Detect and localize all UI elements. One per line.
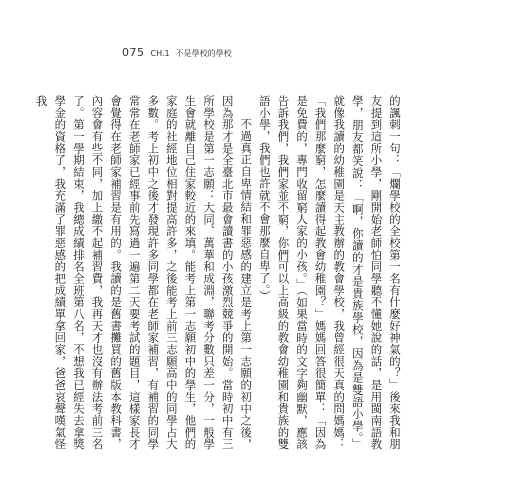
chapter-title: 不是學校的學校	[175, 49, 232, 58]
paragraph: 的諷刺一句：「爛學校的全校第一名有什麼好神氣的？」後來我和朋友提到這所小學，剛開始老師怕同學聽不懂她說的話，是用閩南語教學，朋友都笑說：「啊，你讀的才是貴族學校，因為是雙語小學。」就像我讀的幼稚園是天主教辦的教會學校，我曾經很天真的問媽媽：「我們那麼窮，怎麼讀得起教會幼稚園？」媽媽回答很簡單：「因為是免費的，專門收留窮人家的小孩。」（如果當時的文字夠幽默，應該告訴我們，我們家並不窮，你們可以上高級的教會幼稚園和貴族的雙語小學，我們也許就不會那麼自卑了。）	[257, 95, 402, 450]
body-text	[34, 95, 404, 450]
page-number: 075	[122, 46, 145, 59]
chapter-label: CH.1	[150, 49, 170, 58]
paragraph: 不過真正自卑情結和罪惡感的建立是考上第一志願的初中之後，因為那才是全臺北市最會讀書的小孩激烈競爭的開始。當時初中有三所學校是第一志願：大同、萬華和成淵，聯考分數只差一分，一般學生會就離自己住家較近的來填。能考上第一志願初中的學生，他們的家庭的社經地位相對提高許多，之後能考上前三志願高中的同學占大多數。考上初中之後才發現許多同學都在老師家補習，有補習的同學常常在老師家已經事前先寫過一遍第二天要考試的題目，這樣家長才會覺得在老師家補習是有用的。我讀的是舊書攤買的舊版本教科書，內容會有些不同，加上繳不起補習費，我再天才也沒有辦法考前三名了。第一學期結束，我總成績排名全班第八名，不想我已經失去拿獎學金的資格了，我充滿了罪惡感的把成績單拿回家，爸爸哀聲嘆氣怪我	[34, 95, 254, 450]
page-header	[122, 46, 232, 59]
